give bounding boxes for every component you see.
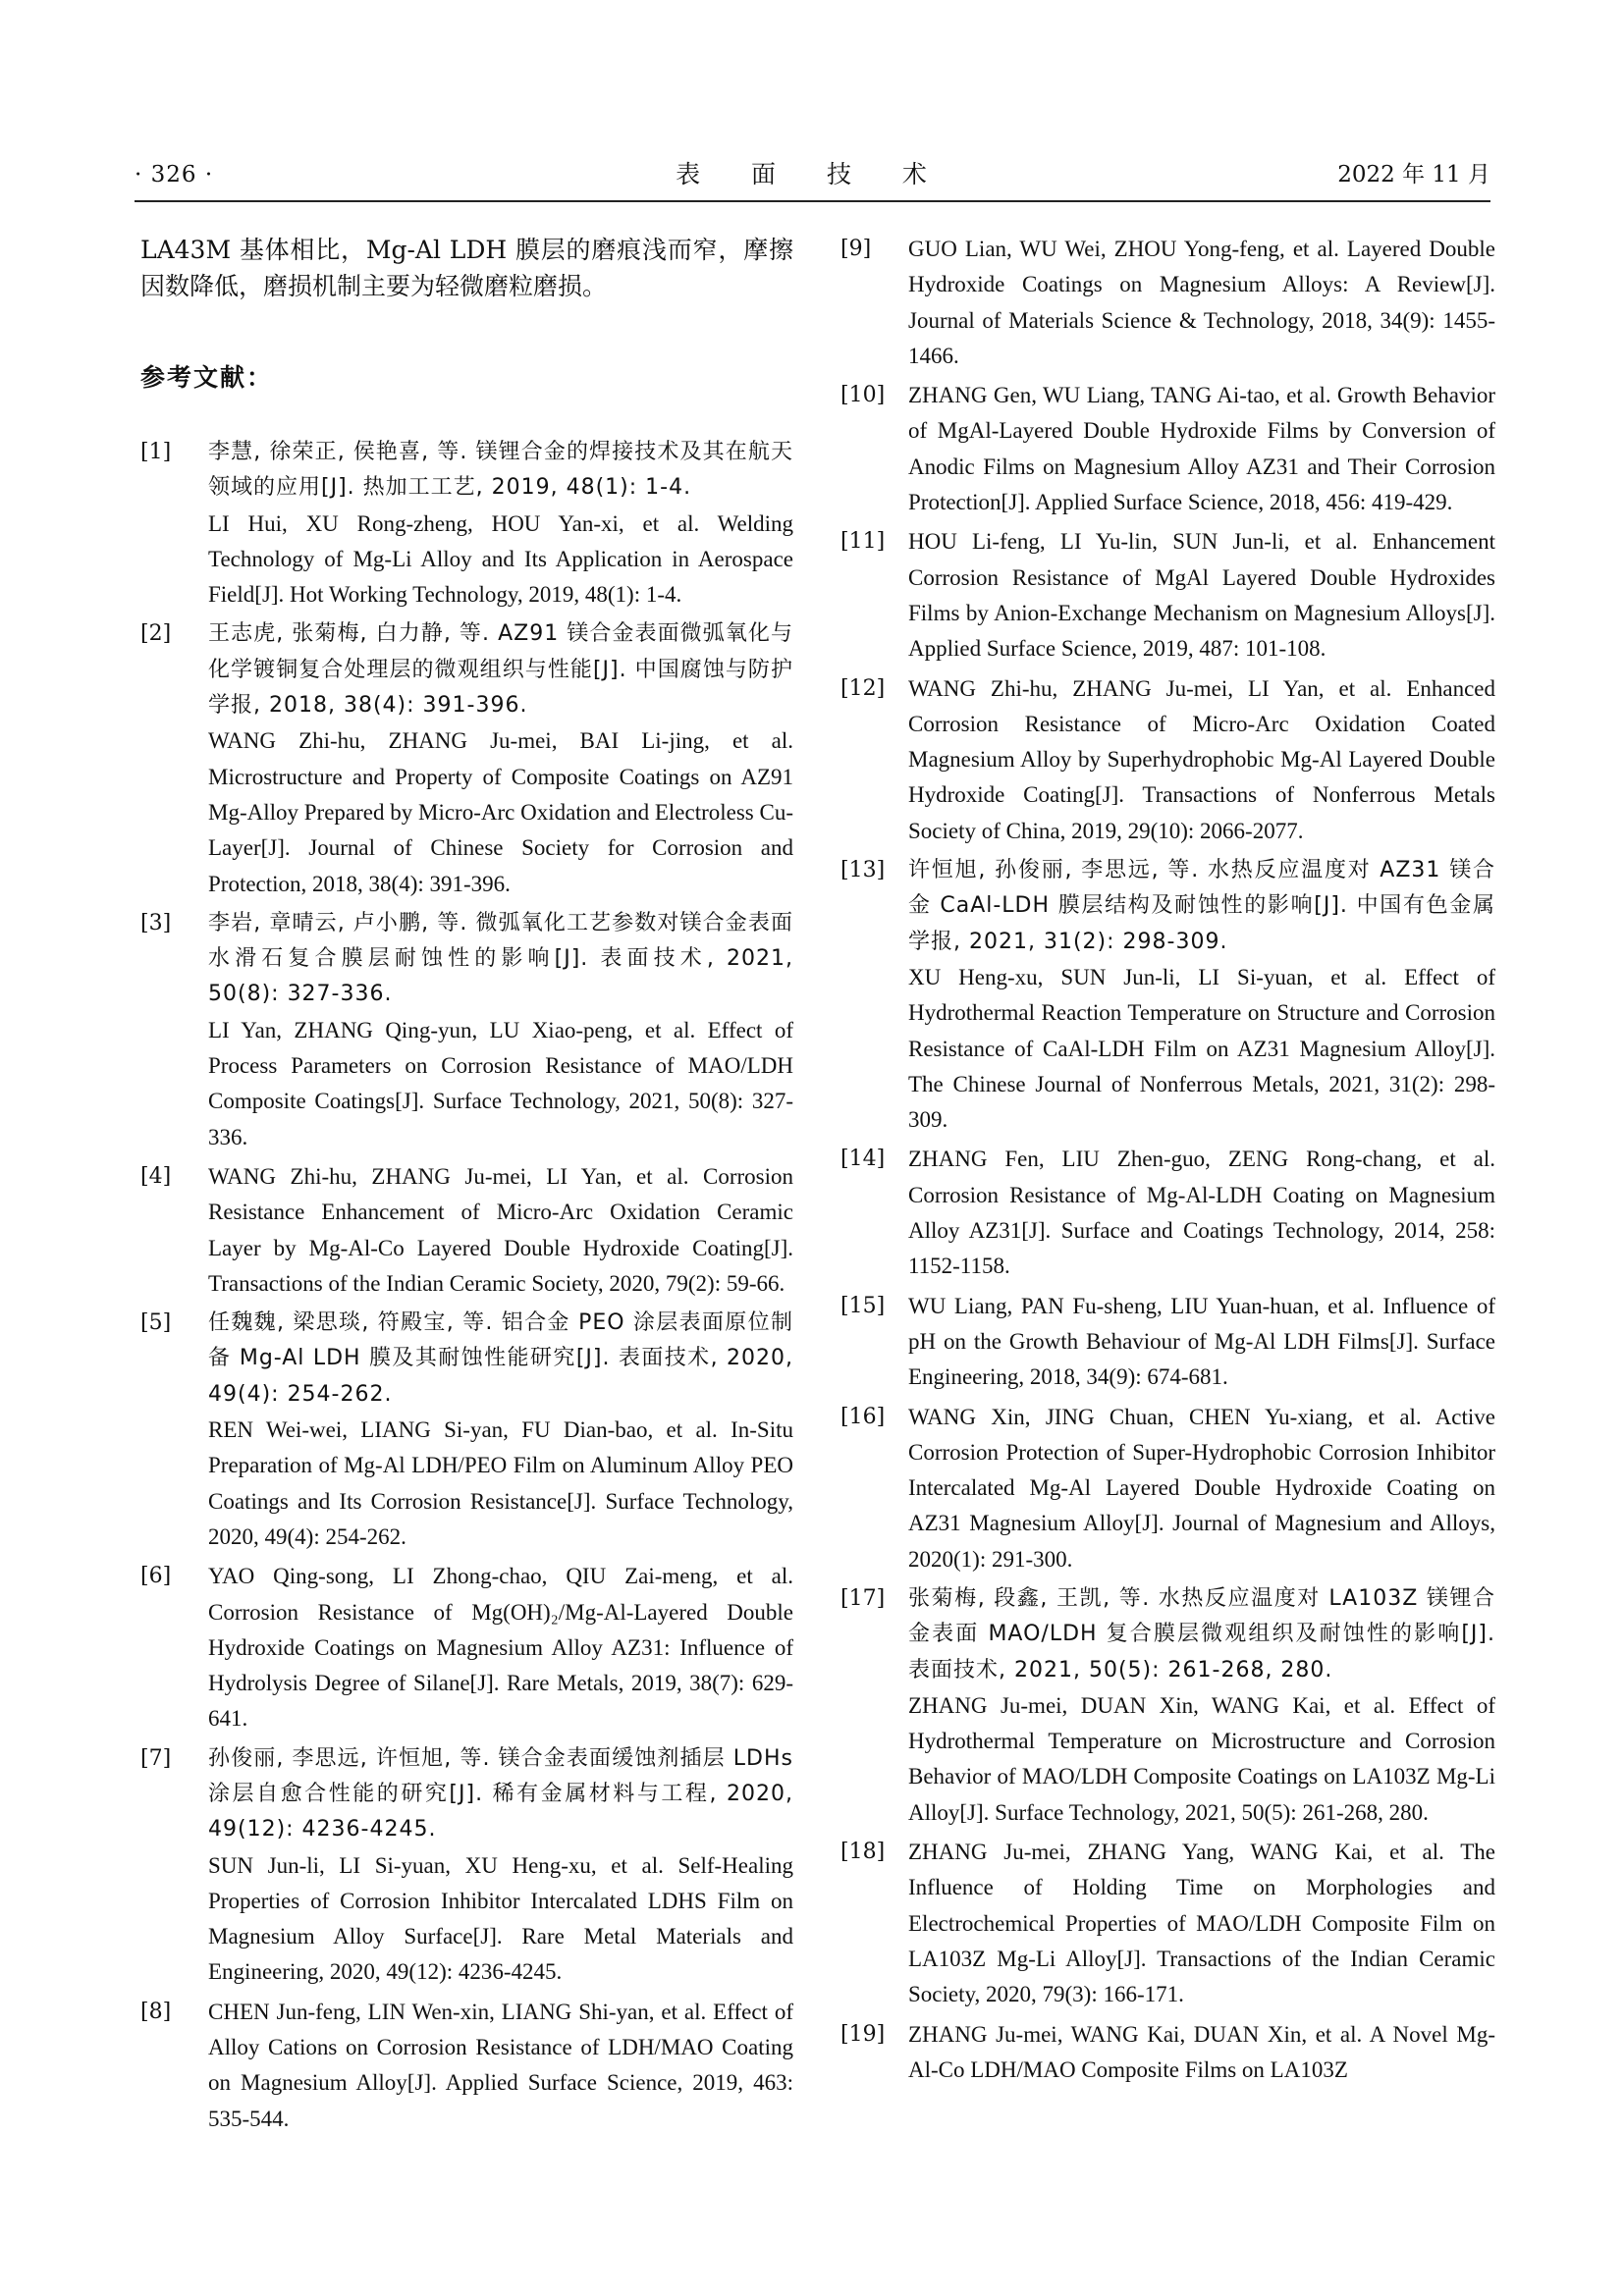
reference-chinese: 王志虎, 张菊梅, 白力静, 等. AZ91 镁合金表面微弧氧化与化学镀铜复合处理层的微观组织与性能[J]. 中国腐蚀与防护学报, 2018, 38(4): 391-396. <box>208 621 793 719</box>
body-paragraph: LA43M 基体相比，Mg-Al LDH 膜层的磨痕浅而窄，摩擦因数降低，磨损机制主要为轻微磨粒磨损。 <box>140 236 793 300</box>
left-column <box>140 232 793 2141</box>
reference-number: [6] <box>140 1564 172 1589</box>
reference-number: [16] <box>840 1404 886 1429</box>
reference-item <box>140 1559 793 1736</box>
journal-title: 表 面 技 术 <box>676 160 948 188</box>
reference-number: [3] <box>140 910 172 935</box>
reference-english: REN Wei-wei, LIANG Si-yan, FU Dian-bao, et al. In-Situ Preparation of Mg-Al LDH/PEO Film on Aluminum Alloy PEO Coatings and Its Corrosion Resistance[J]. Surface Technology, 2020, 49(4): 254-262. <box>208 1417 793 1549</box>
reference-english: ZHANG Fen, LIU Zhen-guo, ZENG Rong-chang, et al. Corrosion Resistance of Mg-Al-LDH Coating on Magnesium Alloy AZ31[J]. Surface and Coatings Technology, 2014, 258: 1152-1158. <box>908 1147 1495 1279</box>
reference-english: WANG Xin, JING Chuan, CHEN Yu-xiang, et al. Active Corrosion Protection of Super-Hydrophobic Corrosion Inhibitor Intercalated Mg-Al Layered Double Hydroxide Coating on AZ31 Magnesium Alloy[J]. Journal of Magnesium and Alloys, 2020(1): 291-300. <box>908 1404 1495 1572</box>
reference-english: LI Yan, ZHANG Qing-yun, LU Xiao-peng, et al. Effect of Process Parameters on Corrosion Resistance of MAO/LDH Composite Coatings[J]. Surface Technology, 2021, 50(8): 327-336. <box>208 1017 793 1149</box>
reference-list-left <box>140 435 793 2137</box>
reference-item <box>840 524 1495 667</box>
reference-item <box>140 435 793 613</box>
right-column <box>840 232 1495 2092</box>
reference-item <box>840 1581 1495 1831</box>
reference-number: [11] <box>840 529 886 555</box>
reference-english: HOU Li-feng, LI Yu-lin, SUN Jun-li, et al. Enhancement Corrosion Resistance of MgAl Layered Double Hydroxides Films by Anion-Exchange Mechanism on Magnesium Alloys[J]. Applied Surface Science, 2019, 487: 101-108. <box>908 529 1495 662</box>
reference-item <box>840 1289 1495 1396</box>
issue-date: 2022 年 11 月 <box>1337 162 1490 187</box>
reference-english: YAO Qing-song, LI Zhong-chao, QIU Zai-meng, et al. Corrosion Resistance of Mg(OH)₂/Mg-Al-Layered Double Hydroxide Coatings on Magnesium Alloy AZ31: Influence of Hydrolysis Degree of Silane[J]. Rare Metals, 2019, 38(7): 629-641. <box>208 1564 793 1732</box>
reference-english: ZHANG Ju-mei, WANG Kai, DUAN Xin, et al. A Novel Mg-Al-Co LDH/MAO Composite Films on LA103Z <box>908 2021 1495 2082</box>
reference-chinese: 许恒旭, 孙俊丽, 李思远, 等. 水热反应温度对 AZ31 镁合金 CaAl-LDH 膜层结构及耐蚀性的影响[J]. 中国有色金属学报, 2021, 31(2): 298-309. <box>908 858 1495 954</box>
reference-english: WANG Zhi-hu, ZHANG Ju-mei, LI Yan, et al. Enhanced Corrosion Resistance of Micro-Arc Oxidation Coated Magnesium Alloy by Superhydrophobic Mg-Al Layered Double Hydroxide Coating[J]. Transactions of Nonferrous Metals Society of China, 2019, 29(10): 2066-2077. <box>908 675 1495 843</box>
header-rule <box>135 200 1490 202</box>
reference-number: [12] <box>840 675 886 701</box>
reference-chinese: 孙俊丽, 李思远, 许恒旭, 等. 镁合金表面缓蚀剂插层 LDHs 涂层自愈合性能的研究[J]. 稀有金属材料与工程, 2020, 49(12): 4236-4245. <box>208 1745 793 1842</box>
reference-number: [4] <box>140 1163 172 1189</box>
reference-number: [13] <box>840 858 886 883</box>
reference-item <box>840 378 1495 520</box>
reference-chinese: 张菊梅, 段鑫, 王凯, 等. 水热反应温度对 LA103Z 镁锂合金表面 MAO/LDH 复合膜层微观组织及耐蚀性的影响[J]. 表面技术, 2021, 50(5): 261-268, 280. <box>908 1585 1495 1682</box>
page-number: · 326 · <box>135 162 214 187</box>
reference-number: [15] <box>840 1293 886 1318</box>
reference-item <box>840 1835 1495 2012</box>
reference-english: WU Liang, PAN Fu-sheng, LIU Yuan-huan, et al. Influence of pH on the Growth Behaviour of Mg-Al LDH Films[J]. Surface Engineering, 2018, 34(9): 674-681. <box>908 1293 1495 1390</box>
reference-english: ZHANG Ju-mei, ZHANG Yang, WANG Kai, et al. The Influence of Holding Time on Morphologies and Electrochemical Properties of MAO/LDH Composite Film on LA103Z Mg-Li Alloy[J]. Transactions of the Indian Ceramic Society, 2020, 79(3): 166-171. <box>908 1840 1495 2007</box>
reference-number: [7] <box>140 1745 172 1771</box>
reference-number: [9] <box>840 237 872 261</box>
reference-item <box>140 906 793 1155</box>
reference-number: [17] <box>840 1585 886 1611</box>
reference-english: CHEN Jun-feng, LIN Wen-xin, LIANG Shi-yan, et al. Effect of Alloy Cations on Corrosion Resistance of LDH/MAO Coating on Magnesium Alloy[J]. Applied Surface Science, 2019, 463: 535-544. <box>208 1999 793 2131</box>
reference-list-right <box>840 232 1495 2088</box>
reference-item <box>840 853 1495 1138</box>
reference-item <box>840 671 1495 849</box>
reference-number: [5] <box>140 1310 172 1336</box>
reference-item <box>140 1741 793 1991</box>
reference-item <box>140 1306 793 1555</box>
reference-english: WANG Zhi-hu, ZHANG Ju-mei, LI Yan, et al. Corrosion Resistance Enhancement of Micro-Arc Oxidation Ceramic Layer by Mg-Al-Co Layered Double Hydroxide Coating[J]. Transactions of the Indian Ceramic Society, 2020, 79(2): 59-66. <box>208 1163 793 1296</box>
reference-number: [1] <box>140 440 172 464</box>
references-heading: 参考文献： <box>140 363 274 392</box>
reference-item <box>840 1400 1495 1577</box>
reference-number: [19] <box>840 2021 886 2047</box>
reference-item <box>140 616 793 901</box>
reference-english: ZHANG Ju-mei, DUAN Xin, WANG Kai, et al. Effect of Hydrothermal Temperature on Microstructure and Corrosion Behavior of MAO/LDH Composite Coatings on LA103Z Mg-Li Alloy[J]. Surface Technology, 2021, 50(5): 261-268, 280. <box>908 1692 1495 1825</box>
reference-item <box>140 1995 793 2137</box>
reference-english: LI Hui, XU Rong-zheng, HOU Yan-xi, et al. Welding Technology of Mg-Li Alloy and Its Application in Aerospace Field[J]. Hot Working Technology, 2019, 48(1): 1-4. <box>208 510 793 608</box>
reference-chinese: 李慧, 徐荣正, 侯艳喜, 等. 镁锂合金的焊接技术及其在航天领域的应用[J]. 热加工工艺, 2019, 48(1): 1-4. <box>208 440 793 501</box>
reference-chinese: 李岩, 章晴云, 卢小鹏, 等. 微弧氧化工艺参数对镁合金表面水滑石复合膜层耐蚀性的影响[J]. 表面技术, 2021, 50(8): 327-336. <box>208 910 793 1007</box>
reference-number: [14] <box>840 1147 886 1172</box>
reference-number: [2] <box>140 621 172 647</box>
reference-item <box>140 1159 793 1302</box>
reference-number: [18] <box>840 1840 886 1865</box>
reference-number: [8] <box>140 1999 172 2024</box>
reference-english: SUN Jun-li, LI Si-yuan, XU Heng-xu, et al. Self-Healing Properties of Corrosion Inhibitor Intercalated LDHS Film on Magnesium Alloy Surface[J]. Rare Metal Materials and Engineering, 2020, 49(12): 4236-4245. <box>208 1852 793 1985</box>
reference-english: WANG Zhi-hu, ZHANG Ju-mei, BAI Li-jing, et al. Microstructure and Property of Composite Coatings on AZ91 Mg-Alloy Prepared by Micro-Arc Oxidation and Electroless Cu-Layer[J]. Journal of Chinese Society for Corrosion and Protection, 2018, 38(4): 391-396. <box>208 728 793 896</box>
reference-number: [10] <box>840 383 886 408</box>
reference-item <box>840 2017 1495 2089</box>
reference-english: XU Heng-xu, SUN Jun-li, LI Si-yuan, et al. Effect of Hydrothermal Reaction Temperature on Structure and Corrosion Resistance of CaAl-LDH Film on AZ31 Magnesium Alloy[J]. The Chinese Journal of Nonferrous Metals, 2021, 31(2): 298-309. <box>908 964 1495 1133</box>
reference-english: GUO Lian, WU Wei, ZHOU Yong-feng, et al. Layered Double Hydroxide Coatings on Magnesium Alloys: A Review[J]. Journal of Materials Science & Technology, 2018, 34(9): 1455-1466. <box>908 237 1495 368</box>
reference-item <box>840 1142 1495 1284</box>
reference-english: ZHANG Gen, WU Liang, TANG Ai-tao, et al. Growth Behavior of MgAl-Layered Double Hydroxide Films by Conversion of Anodic Films on Magnesium Alloy AZ31 and Their Corrosion Protection[J]. Applied Surface Science, 2018, 456: 419-429. <box>908 383 1495 515</box>
reference-chinese: 任魏魏, 梁思琰, 符殿宝, 等. 铝合金 PEO 涂层表面原位制备 Mg-Al LDH 膜及其耐蚀性能研究[J]. 表面技术, 2020, 49(4): 254-262. <box>208 1310 793 1407</box>
reference-item <box>840 232 1495 374</box>
